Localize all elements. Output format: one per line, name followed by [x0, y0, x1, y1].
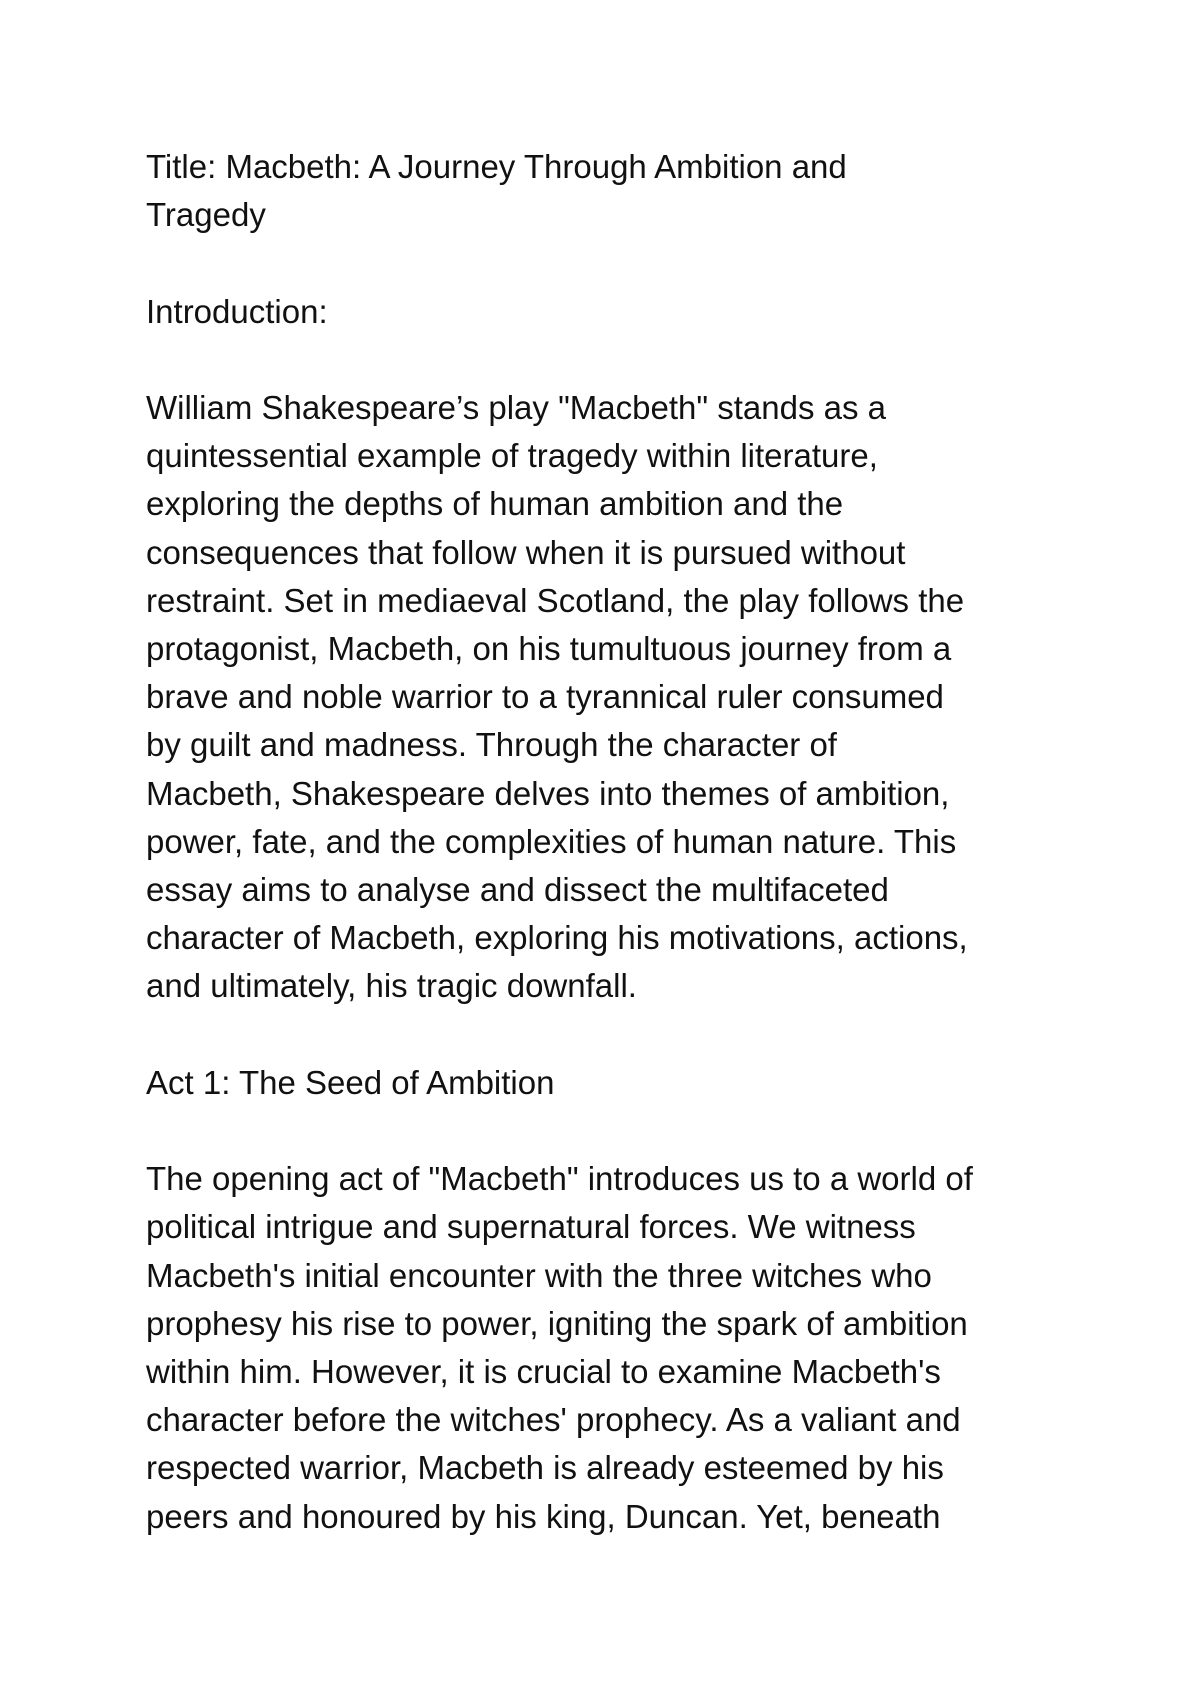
introduction-paragraph	[146, 384, 1086, 1011]
title-line: Tragedy	[146, 196, 266, 234]
text-line: political intrigue and supernatural forces. We witness	[146, 1208, 916, 1246]
text-line: essay aims to analyse and dissect the multifaceted	[146, 871, 889, 909]
text-line: restraint. Set in mediaeval Scotland, the play follows the	[146, 581, 965, 619]
section-heading: Introduction:	[146, 292, 328, 330]
act1-paragraph	[146, 1155, 1086, 1541]
document-body	[146, 143, 1086, 1589]
text-line: power, fate, and the complexities of human nature. This	[146, 822, 957, 860]
text-line: and ultimately, his tragic downfall.	[146, 967, 637, 1005]
text-line: respected warrior, Macbeth is already esteemed by his	[146, 1449, 944, 1487]
title-line: Title: Macbeth: A Journey Through Ambition and	[146, 148, 847, 185]
document-title	[146, 143, 1086, 239]
text-line: protagonist, Macbeth, on his tumultuous journey from a	[146, 630, 952, 667]
text-line: within him. However, it is crucial to examine Macbeth's	[146, 1353, 941, 1391]
text-line: The opening act of "Macbeth" introduces us to a world of	[146, 1160, 973, 1198]
text-line: consequences that follow when it is pursued without	[146, 533, 906, 571]
text-line: Macbeth's initial encounter with the three witches who	[146, 1256, 932, 1294]
text-line: character of Macbeth, exploring his motivations, actions,	[146, 919, 968, 957]
text-line: peers and honoured by his king, Duncan. Yet, beneath	[146, 1497, 941, 1535]
act1-heading	[146, 1059, 1086, 1107]
text-line: Macbeth, Shakespeare delves into themes of ambition,	[146, 774, 950, 812]
text-line: character before the witches' prophecy. As a valiant and	[146, 1401, 961, 1439]
introduction-heading	[146, 288, 1086, 336]
text-line: exploring the depths of human ambition and the	[146, 485, 844, 523]
text-line: prophesy his rise to power, igniting the spark of ambition	[146, 1304, 968, 1342]
section-heading: Act 1: The Seed of Ambition	[146, 1063, 555, 1101]
text-line: quintessential example of tragedy within literature,	[146, 437, 878, 475]
text-line: William Shakespeare’s play "Macbeth" stands as a	[146, 388, 887, 426]
text-line: brave and noble warrior to a tyrannical ruler consumed	[146, 678, 944, 716]
text-line: by guilt and madness. Through the character of	[146, 726, 837, 764]
